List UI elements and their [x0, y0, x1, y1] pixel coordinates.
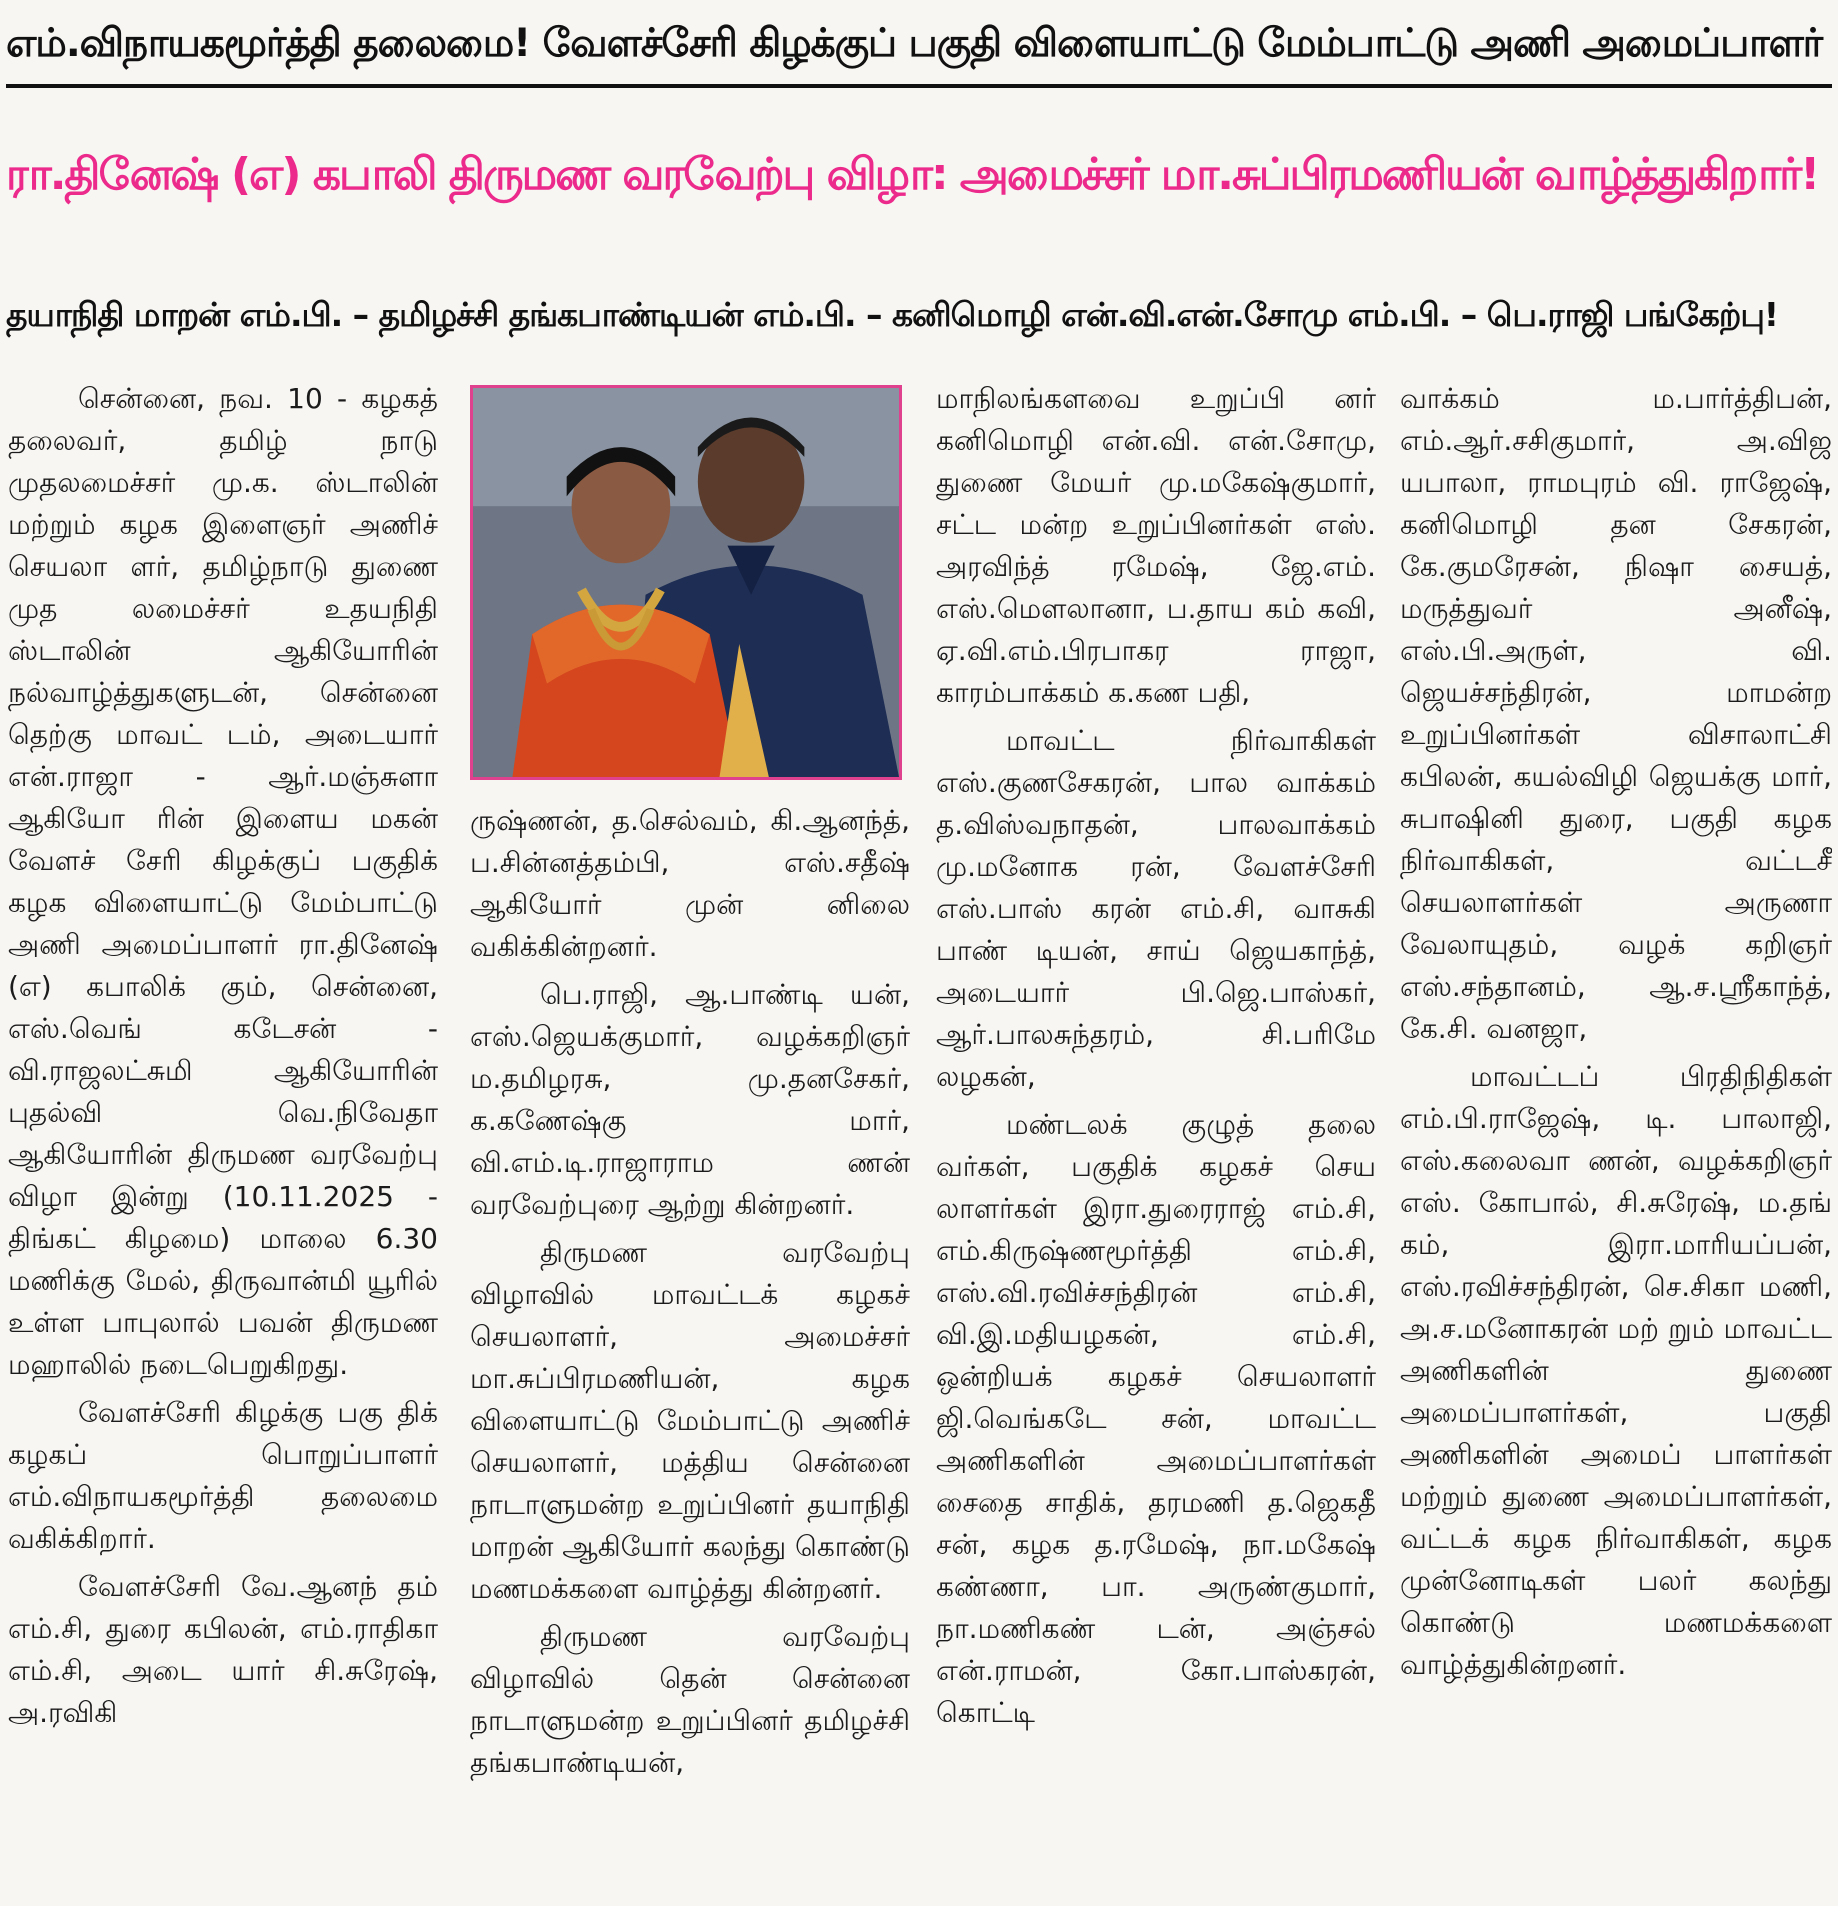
- article-column-3: [936, 378, 1376, 1906]
- paragraph: மாவட்ட நிர்வாகிகள் எஸ்.குணசேகரன், பால வாக்கம் த.விஸ்வநாதன், பாலவாக்கம் மு.மனோக ரன், வேளச்சேரி எஸ்.பாஸ் கரன் எம்.சி, வாசுகி பாண் டியன், சாய் ஜெயகாந்த், அடையார் பி.ஜெ.பாஸ்கர், ஆர்.பாலசுந்தரம், சி.பரிமே லழகன்,: [936, 724, 1376, 1093]
- article-column-4: [1400, 378, 1832, 1906]
- paragraph: திருமண வரவேற்பு விழாவில் தென் சென்னை நாடாளுமன்ற உறுப்பினர் தமிழச்சி தங்கபாண்டியன்,: [470, 1620, 910, 1779]
- paragraph: சென்னை, நவ. 10 - கழகத் தலைவர், தமிழ் நாடு முதலமைச்சர் மு.க. ஸ்டாலின் மற்றும் கழக இளைஞர் அணிச் செயலா ளர், தமிழ்நாடு துணை முத லமைச்சர் உதயநிதி ஸ்டாலின் ஆகியோரின் நல்வாழ்த்துகளுடன், சென்னை தெற்கு மாவட் டம், அடையார் என்.ராஜா - ஆர்.மஞ்சுளா ஆகியோ ரின் இளைய மகன் வேளச் சேரி கிழக்குப் பகுதிக் கழக விளையாட்டு மேம்பாட்டு அணி அமைப்பாளர் ரா.தினேஷ் (எ) கபாலிக் கும், சென்னை, எஸ்.வெங் கடேசன் - வி.ராஜலட்சுமி ஆகியோரின் புதல்வி வெ.நிவேதா ஆகியோரின் திருமண வரவேற்பு விழா இன்று (10.11.2025 - திங்கட் கிழமை) மாலை 6.30 மணிக்கு மேல், திருவான்மி யூரில் உள்ள பாபுலால் பவன் திருமண மஹாலில் நடைபெறுகிறது.: [8, 382, 438, 1381]
- article-column-2: [470, 800, 910, 1906]
- paragraph: வாக்கம் ம.பார்த்திபன், எம்.ஆர்.சசிகுமார், அ.விஜ யபாலா, ராமபுரம் வி. ராஜேஷ், கனிமொழி தன சேகரன், கே.குமரேசன், நிஷா சையத், மருத்துவர் அனீஷ், எஸ்.பி.அருள், வி. ஜெயச்சந்திரன், மாமன்ற உறுப்பினர்கள் விசாலாட்சி கபிலன், கயல்விழி ஜெயக்கு மார், சுபாஷினி துரை, பகுதி கழக நிர்வாகிகள், வட்டசீ செயலாளர்கள் அருணா வேலாயுதம், வழக் கறிஞர் எஸ்.சந்தானம், ஆ.ச.ஸ்ரீகாந்த், கே.சி. வனஜா,: [1400, 382, 1832, 1045]
- paragraph: ருஷ்ணன், த.செல்வம், கி.ஆனந்த், ப.சின்னத்தம்பி, எஸ்.சதீஷ் ஆகியோர் முன் னிலை வகிக்கின்றனர்.: [470, 804, 910, 963]
- paragraph: மாநிலங்களவை உறுப்பி னர் கனிமொழி என்.வி. என்.சோமு, துணை மேயர் மு.மகேஷ்குமார், சட்ட மன்ற உறுப்பினர்கள் எஸ். அரவிந்த் ரமேஷ், ஜே.எம். எஸ்.மௌலானா, ப.தாய கம் கவி, ஏ.வி.எம்.பிரபாகர ராஜா, காரம்பாக்கம் க.கண பதி,: [936, 382, 1376, 709]
- couple-photo: [470, 385, 902, 780]
- paragraph: வேளச்சேரி வே.ஆனந் தம் எம்.சி, துரை கபிலன், எம்.ராதிகா எம்.சி, அடை யார் சி.சுரேஷ், அ.ரவிகி: [8, 1570, 438, 1729]
- paragraph: திருமண வரவேற்பு விழாவில் மாவட்டக் கழகச் செயலாளர், அமைச்சர் மா.சுப்பிரமணியன், கழக விளையாட்டு மேம்பாட்டு அணிச் செயலாளர், மத்திய சென்னை நாடாளுமன்ற உறுப்பினர் தயாநிதி மாறன் ஆகியோர் கலந்து கொண்டு மணமக்களை வாழ்த்து கின்றனர்.: [470, 1236, 910, 1605]
- article-column-1: [8, 378, 438, 1906]
- paragraph: பெ.ராஜி, ஆ.பாண்டி யன், எஸ்.ஜெயக்குமார், வழக்கறிஞர் ம.தமிழரசு, மு.தனசேகர், க.கணேஷ்கு மார், வி.எம்.டி.ராஜாராம ணன் வரவேற்புரை ஆற்று கின்றனர்.: [470, 978, 910, 1221]
- main-headline: ரா.தினேஷ் (எ) கபாலி திருமண வரவேற்பு விழா: அமைச்சர் மா.சுப்பிரமணியன் வாழ்த்துகிறார்!: [6, 149, 1819, 200]
- paragraph: வேளச்சேரி கிழக்கு பகு திக் கழகப் பொறுப்பாளர் எம்.விநாயகமூர்த்தி தலைமை வகிக்கிறார்.: [8, 1396, 438, 1555]
- kicker-headline: எம்.விநாயகமூர்த்தி தலைமை! வேளச்சேரி கிழக்குப் பகுதி விளையாட்டு மேம்பாட்டு அணி அமைப்பாளர்: [6, 21, 1823, 66]
- sub-headline: தயாநிதி மாறன் எம்.பி. – தமிழச்சி தங்கபாண்டியன் எம்.பி. – கனிமொழி என்.வி.என்.சோமு எம்.பி. – பெ.ராஜி பங்கேற்பு!: [6, 295, 1778, 334]
- paragraph: மண்டலக் குழுத் தலை வர்கள், பகுதிக் கழகச் செய லாளர்கள் இரா.துரைராஜ் எம்.சி, எம்.கிருஷ்ணமூர்த்தி எம்.சி, எஸ்.வி.ரவிச்சந்திரன் எம்.சி, வி.இ.மதியழகன், எம்.சி, ஒன்றியக் கழகச் செயலாளர் ஜி.வெங்கடே சன், மாவட்ட அணிகளின் அமைப்பாளர்கள் சைதை சாதிக், தரமணி த.ஜெகதீ சன், கழக த.ரமேஷ், நா.மகேஷ் கண்ணா, பா. அருண்குமார், நா.மணிகண் டன், அஞ்சல் என்.ராமன், கோ.பாஸ்கரன், கொட்டி: [936, 1108, 1376, 1729]
- paragraph: மாவட்டப் பிரதிநிதிகள் எம்.பி.ராஜேஷ், டி. பாலாஜி, எஸ்.கலைவா ணன், வழக்கறிஞர் எஸ். கோபால், சி.சுரேஷ், ம.தங் கம், இரா.மாரியப்பன், எஸ்.ரவிச்சந்திரன், செ.சிகா மணி, அ.ச.மனோகரன் மற் றும் மாவட்ட அணிகளின் துணை அமைப்பாளர்கள், பகுதி அணிகளின் அமைப் பாளர்கள் மற்றும் துணை அமைப்பாளர்கள், வட்டக் கழக நிர்வாகிகள், கழக முன்னோடிகள் பலர் கலந்து கொண்டு மணமக்களை வாழ்த்துகின்றனர்.: [1400, 1060, 1832, 1681]
- kicker-rule: [6, 84, 1832, 88]
